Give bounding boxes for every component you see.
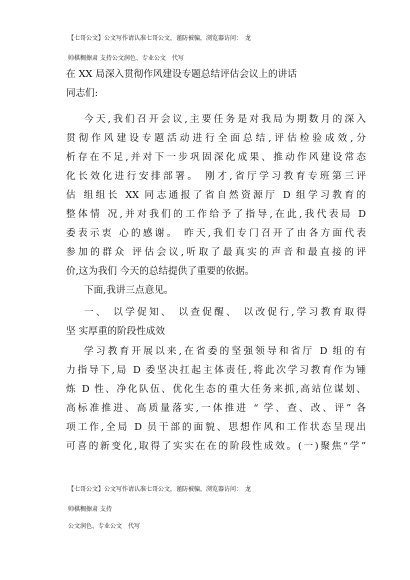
- footer-notice-2: 帅棋稠擦肃 支持: [68, 506, 112, 513]
- body-line: 下面,我讲三点意见。: [84, 285, 174, 296]
- body-line: 析存在不足,并对下一步巩固深化成果、推动作风建设常态: [66, 152, 366, 163]
- body-line: 项工作,全局 D 员干部的面貌、思想作风和工作状态呈现出: [66, 422, 366, 433]
- header-notice-2: 帅棋稠擦肃 支持公文润色、专业公文 代写: [68, 55, 184, 62]
- body-line: 化长效化进行安排部署。 刚才,省厅学习教育专班第三评: [66, 171, 366, 182]
- body-line: 今天,我们召开会议,主要任务是对我局为期数月的深入: [84, 114, 366, 125]
- body-line: 可喜的新变化,取得了实实在在的阶段性成效。(一)聚焦“学”: [66, 441, 366, 452]
- body-line: 委表示衷 心的感谢。 昨天,我们专门召开了由各方面代表: [66, 228, 366, 239]
- body-line: 炼 D 性、净化队伍、优化生态的重大任务来抓,高站位谋划、: [66, 384, 366, 395]
- body-line: 参加的群众 评估会议,听取了最真实的声音和最直接的评: [66, 247, 366, 258]
- salutation: 同志们:: [66, 88, 99, 99]
- body-line: 估 组组长 XX 同志通报了省自然资源厅 D 组学习教育的: [66, 190, 366, 201]
- speech-title: 在 XX 局深入贯彻作风建设专题总结评估会议上的讲话: [66, 69, 297, 80]
- body-line: 高标准推进、高质量落实,一体推进 “ 学、查、改、评” 各: [66, 403, 366, 414]
- header-notice: 【七哥公文】公文写作请认准七哥公文，谨防被骗，浏览器访问： 龙: [68, 35, 252, 42]
- footer-notice-3: 公文润色、专业公文 代写: [68, 523, 141, 530]
- section-heading: 一、 以学促知、 以查促醒、 以改促行,学习教育取得: [84, 307, 366, 318]
- body-line: 整体情 况,并对我们的工作给予了指导,在此,我代表局 D: [66, 209, 366, 220]
- body-line: 力指导下,局 D 委坚决扛起主体责任,将此次学习教育作为锤: [66, 365, 366, 376]
- body-line: 价,这为我们 今天的总结提供了重要的依据。: [66, 266, 255, 277]
- body-line: 学习教育开展以来,在省委的坚强领导和省厅 D 组的有: [84, 346, 366, 357]
- footer-notice: 【七哥公文】公文写作请认准七哥公文，谨防被骗，浏览器访问： 龙: [68, 486, 252, 493]
- body-line: 贯彻作风建设专题活动进行全面总结,评估检验成效,分: [66, 133, 366, 144]
- section-heading-cont: 坚 实厚重的阶段性成效: [66, 326, 165, 337]
